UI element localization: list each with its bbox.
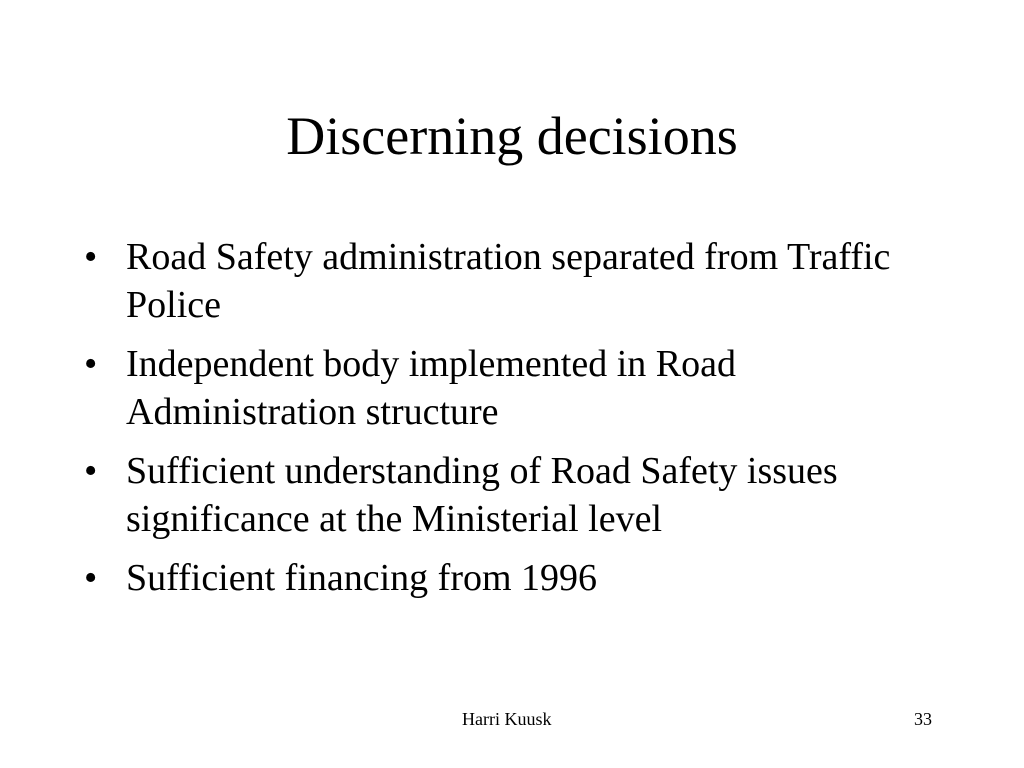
bullet-marker-icon: • (84, 343, 98, 385)
bullet-text: Independent body implemented in Road Administration structure (126, 343, 736, 433)
footer-author: Harri Kuusk (462, 709, 552, 729)
bullet-text: Sufficient financing from 1996 (126, 557, 598, 599)
bullet-list (84, 233, 964, 613)
bullet-item (84, 447, 964, 543)
bullet-marker-icon: • (84, 236, 98, 278)
bullet-item (84, 340, 964, 436)
bullet-text: Sufficient understanding of Road Safety issues significance at the Ministerial level (126, 450, 838, 540)
page-number: 33 (914, 709, 932, 729)
bullet-item (84, 554, 964, 602)
bullet-item (84, 233, 964, 329)
slide-title: Discerning decisions (286, 106, 738, 166)
bullet-text: Road Safety administration separated from Traffic Police (126, 236, 891, 326)
bullet-marker-icon: • (84, 557, 98, 599)
bullet-marker-icon: • (84, 450, 98, 492)
